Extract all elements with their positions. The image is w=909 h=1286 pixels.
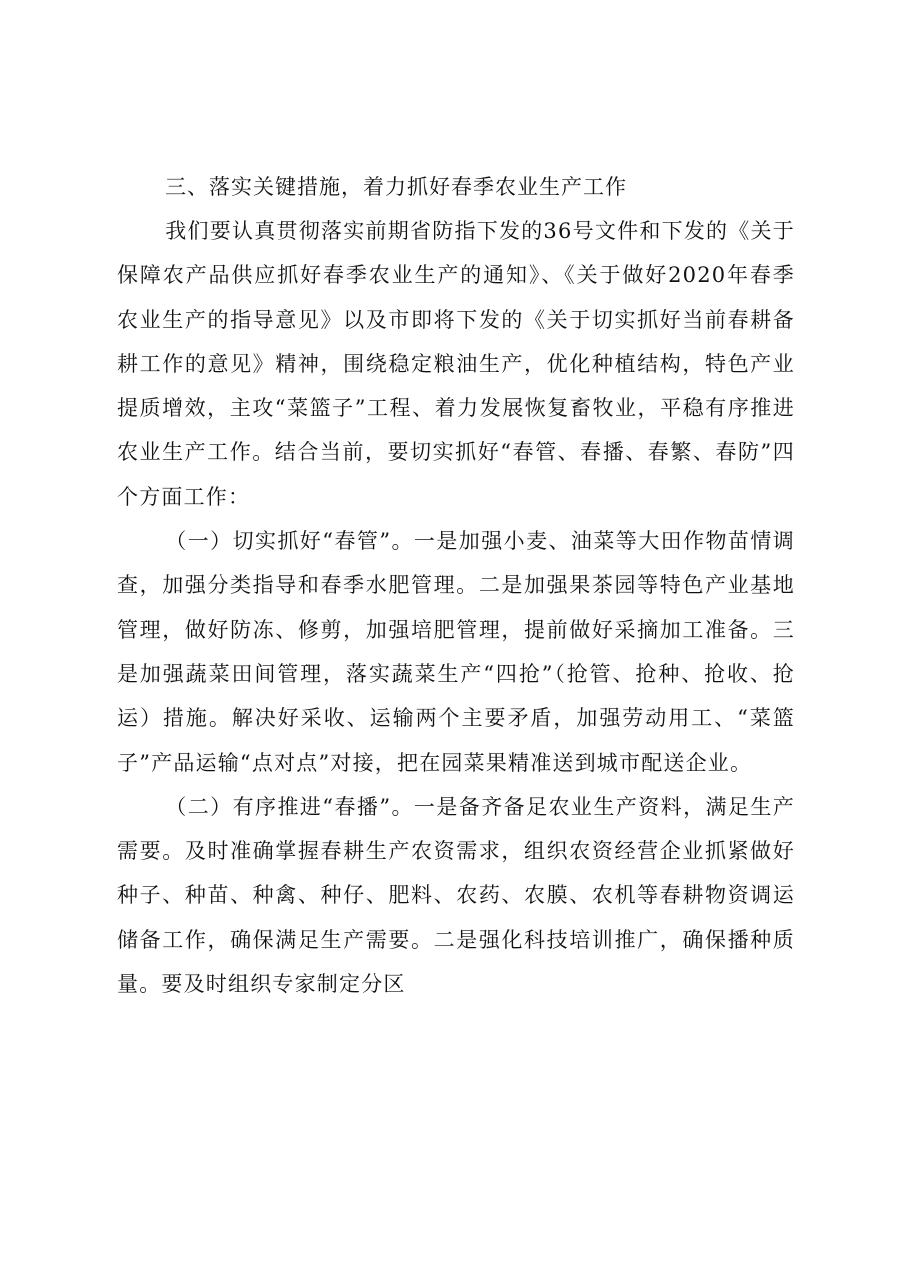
section-heading: 三、落实关键措施，着力抓好春季农业生产工作	[165, 175, 627, 199]
document-body	[117, 165, 795, 1006]
paragraph-intro: 我们要认真贯彻落实前期省防指下发的36号文件和下发的《关于保障农产品供应抓好春季农业生产的通知》、《关于做好2020年春季农业生产的指导意见》以及市即将下发的《关于切实抓好当前春耕备耕工作的意见》精神，围绕稳定粮油生产，优化种植结构，特色产业提质增效，主攻“菜篮子”工程、着力发展恢复畜牧业，平稳有序推进农业生产工作。结合当前，要切实抓好“春管、春播、春繁、春防”四个方面工作：	[117, 219, 795, 509]
paragraph-spring-management: （一）切实抓好“春管”。一是加强小麦、油菜等大田作物苗情调查，加强分类指导和春季水肥管理。二是加强果茶园等特色产业基地管理，做好防冻、修剪，加强培肥管理，提前做好采摘加工准备。三是加强蔬菜田间管理，落实蔬菜生产“四抢”（抢管、抢种、抢收、抢运）措施。解决好采收、运输两个主要矛盾，加强劳动用工、“菜篮子”产品运输“点对点”对接，把在园菜果精准送到城市配送企业。	[117, 529, 795, 775]
paragraph-spring-sowing: （二）有序推进“春播”。一是备齐备足农业生产资料，满足生产需要。及时准确掌握春耕生产农资需求，组织农资经营企业抓紧做好种子、种苗、种禽、种仔、肥料、农药、农膜、农机等春耕物资调运储备工作，确保满足生产需要。二是强化科技培训推广，确保播种质量。要及时组织专家制定分区	[117, 794, 795, 997]
